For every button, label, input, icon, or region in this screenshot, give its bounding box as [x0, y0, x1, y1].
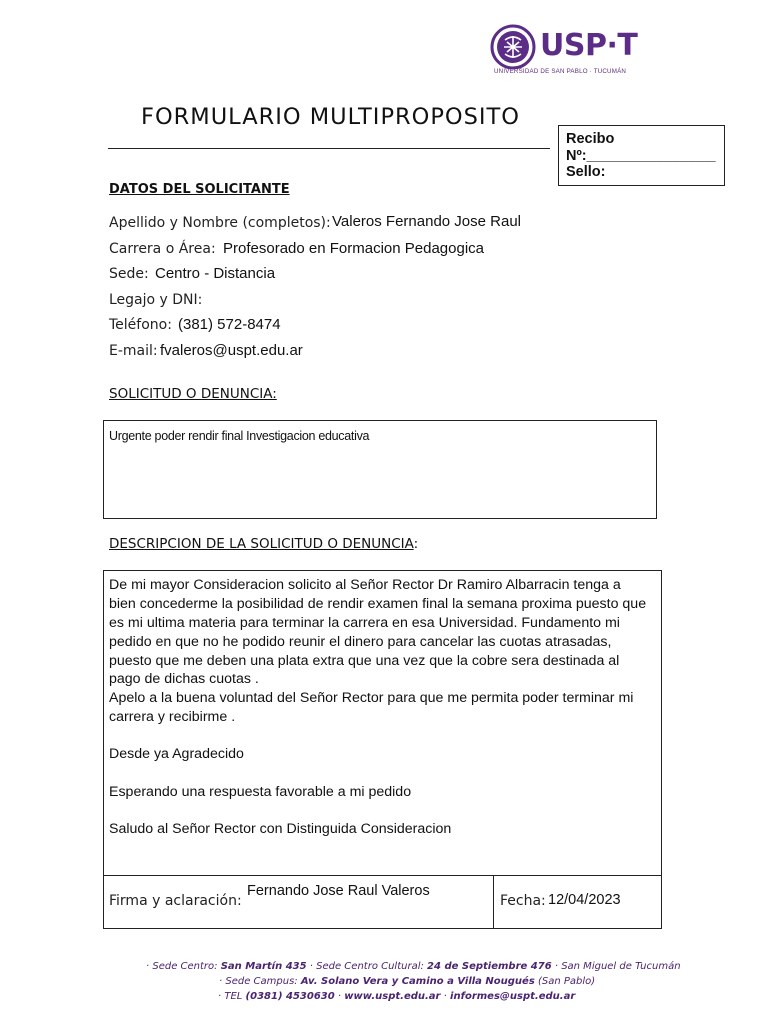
recibo-sello-label: Sello:: [566, 164, 606, 180]
descripcion-line: carrera y recibirme .: [109, 709, 236, 725]
recibo-numero-field[interactable]: Nº:________________: [566, 147, 716, 164]
sede-value[interactable]: Centro - Distancia: [155, 265, 276, 282]
footer-text: · Sede Centro Cultural:: [306, 961, 428, 972]
footer-address: San Martín 435: [220, 961, 307, 972]
descripcion-line: puesto que me deben una plata extra que una vez que la cobre sera destinada al: [109, 653, 620, 669]
footer-line-sedes: [146, 961, 681, 972]
university-logo: [490, 24, 640, 80]
solicitud-heading: SOLICITUD O DENUNCIA:: [109, 386, 277, 402]
footer-text: ·: [440, 991, 451, 1002]
footer-text: (San Pablo): [534, 976, 596, 987]
fecha-divider: [493, 875, 494, 929]
form-title: FORMULARIO MULTIPROPOSITO: [141, 104, 521, 130]
footer-line-contact: [218, 991, 575, 1002]
descripcion-heading-text: DESCRIPCION DE LA SOLICITUD O DENUNCIA: [109, 536, 414, 552]
sede-label: Sede:: [109, 266, 149, 282]
footer-text: · TEL: [218, 991, 246, 1002]
footer-text: · Sede Campus:: [219, 976, 301, 987]
recibo-label: Recibo: [566, 131, 615, 147]
logo-brand: USP·T: [540, 28, 638, 63]
footer-line-campus: [219, 976, 595, 987]
descripcion-line: pedido en que no he podido reunir el dinero para cancelar las cuotas atrasadas,: [109, 634, 612, 650]
descripcion-line: pago de dichas cuotas .: [109, 671, 259, 687]
footer-email-link[interactable]: informes@uspt.edu.ar: [450, 991, 576, 1002]
email-label: E-mail:: [109, 343, 158, 359]
fecha-value[interactable]: 12/04/2023: [548, 892, 621, 908]
carrera-label: Carrera o Área:: [109, 241, 216, 257]
footer-address: 24 de Septiembre 476: [427, 961, 552, 972]
footer-text: · San Miguel de Tucumán: [551, 961, 681, 972]
telefono-value[interactable]: (381) 572-8474: [178, 316, 281, 333]
descripcion-line: Saludo al Señor Rector con Distinguida Consideracion: [109, 821, 452, 837]
logo-tagline: UNIVERSIDAD DE SAN PABLO · TUCUMÁN: [494, 68, 627, 75]
footer-website-link[interactable]: www.uspt.edu.ar: [344, 991, 441, 1002]
footer-text: · Sede Centro:: [146, 961, 221, 972]
fecha-label: Fecha:: [500, 893, 546, 909]
footer-address: Av. Solano Vera y Camino a Villa Nougués: [300, 976, 535, 987]
footer-phone: (0381) 4530630: [245, 991, 335, 1002]
descripcion-line: Esperando una respuesta favorable a mi pedido: [109, 784, 412, 800]
footer-text: ·: [334, 991, 345, 1002]
seal-icon: [490, 24, 536, 70]
datos-heading: DATOS DEL SOLICITANTE: [109, 182, 290, 197]
firma-label: Firma y aclaración:: [109, 893, 242, 909]
signature-row-divider: [103, 875, 662, 876]
email-value[interactable]: fvaleros@uspt.edu.ar: [160, 342, 303, 359]
apellido-nombre-label: Apellido y Nombre (completos):: [109, 215, 331, 231]
descripcion-line: Apelo a la buena voluntad del Señor Rector para que me permita poder terminar mi: [109, 690, 634, 706]
legajo-dni-value[interactable]: [205, 290, 405, 308]
descripcion-heading: [109, 536, 418, 552]
apellido-nombre-value[interactable]: Valeros Fernando Jose Raul: [332, 213, 521, 230]
solicitud-text: Urgente poder rendir final Investigacion educativa: [109, 429, 370, 443]
telefono-label: Teléfono:: [109, 317, 172, 333]
descripcion-line: es mi ultima materia para terminar la carrera en esa Universidad. Fundamento mi: [109, 615, 620, 631]
descripcion-line: bien concederme la posibilidad de rendir examen final la semana proxima puesto que: [109, 596, 647, 612]
descripcion-line: De mi mayor Consideracion solicito al Señor Rector Dr Ramiro Albarracin tenga a: [109, 577, 621, 593]
descripcion-heading-colon: :: [413, 536, 419, 552]
firma-value[interactable]: Fernando Jose Raul Valeros: [247, 883, 430, 899]
legajo-dni-label: Legajo y DNI:: [109, 292, 203, 308]
carrera-value[interactable]: Profesorado en Formacion Pedagogica: [223, 240, 484, 257]
recibo-box: [558, 125, 725, 186]
descripcion-line: Desde ya Agradecido: [109, 746, 244, 762]
title-underline: [108, 148, 550, 149]
